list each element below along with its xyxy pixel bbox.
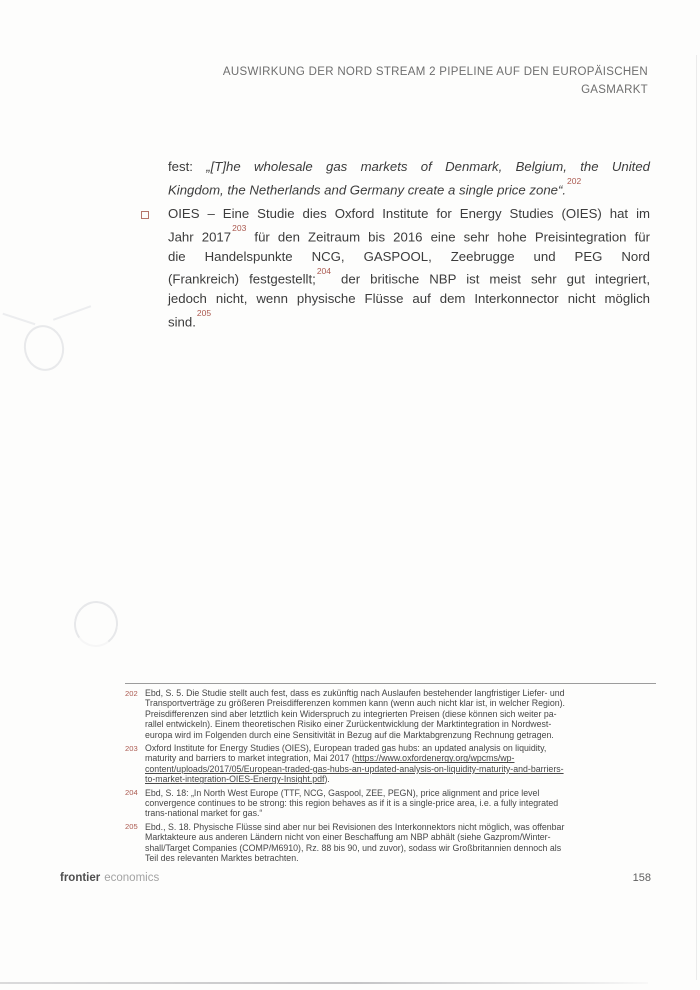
- brand-frontier: frontier: [60, 872, 101, 884]
- scan-artifact-streak: [3, 313, 36, 325]
- footnote-marker: 205: [125, 822, 138, 832]
- footnote-202: [125, 688, 670, 740]
- footer-brand: [60, 872, 159, 884]
- header-title-line1: AUSWIRKUNG DER NORD STREAM 2 PIPELINE AUF DEN EUROPÄISCHEN: [222, 66, 648, 78]
- footnotes-section: [125, 688, 670, 867]
- footnote-205: [125, 822, 670, 864]
- quote-paragraph: fest: „[T]he wholesale gas markets of Denmark, Belgium, the United Kingdom, the Netherlands and Germany create a single price zone“.$^{202}$: [168, 159, 650, 197]
- footnote-separator: [125, 683, 656, 684]
- scan-artifact-streak: [53, 305, 91, 320]
- footnote-ref: 204: [316, 265, 332, 276]
- bullet-item-text: OIES – Eine Studie dies Oxford Institute for Energy Studies (OIES) hat im Jahr 2017$^{203}$ für den Zeitraum bis 2016 eine sehr hohe Preisintegration für die Handelspunkte NCG, GASPOOL, Zeebrugge und PEG Nord (Frankreich) festgestellt;$^{204}$ der britische NBP ist meist sehr gut integriert, jedoch nicht, wenn physische Flüsse auf dem Interkonnector nicht möglich sind.$^{205}$: [168, 206, 650, 330]
- footnote-ref: 202: [567, 176, 582, 187]
- footnote-link: content/uploads/2017/05/European-traded-gas-hubs-an-updated-analysis-on-liquidity-maturity-and-barriers-: [145, 763, 564, 774]
- bullet-item: [140, 204, 650, 332]
- scan-artifact-ring: [20, 321, 69, 374]
- scan-artifact-ring: [71, 598, 121, 650]
- footnote-text: Oxford Institute for Energy Studies (OIES), European traded gas hubs: an updated analysis on liquidity, maturity and barriers to market integration, Mai 2017 (https://www.oxfordenergy.org/wpcms/wp- content/uploads/2017/05/European-traded-gas-hubs-an-updated-analysis-on-liquidity-maturity-and-barriers- to-market-integration-OIES-Energy-Insight.pdf).: [145, 743, 564, 785]
- footnote-link: to-market-integration-OIES-Energy-Insight.pdf: [145, 774, 325, 785]
- footnote-text: Ebd, S. 5. Die Studie stellt auch fest, dass es zukünftig nach Auslaufen bestehender langfristiger Liefer- und Transportverträge zu größeren Preisdifferenzen kommen kann (wenn auch nicht klar ist, in welcher Region). Preisdifferenzen sind aber letztlich kein Widerspruch zu integrierten Preisen (diese können sich weiter pa- rallel entwickeln). Einem theoretischen Risiko einer Zurückentwicklung der Marktintegration in Nordwest- europa wird im Folgenden durch eine Sensitivität in Bezug auf die Marktabgrenzung Rechnung getragen.: [145, 688, 566, 740]
- scan-page-bottom-edge: [0, 982, 648, 984]
- square-bullet-icon: [141, 211, 149, 219]
- footnote-marker: 204: [125, 788, 138, 798]
- header-title-line2: GASMARKT: [581, 84, 648, 96]
- page-number: 158: [632, 872, 651, 884]
- footnote-ref: 203: [232, 223, 247, 234]
- brand-economics: economics: [104, 872, 160, 884]
- footnote-204: [125, 788, 670, 819]
- footnote-marker: 202: [125, 688, 138, 698]
- footnote-ref: 205: [196, 308, 212, 319]
- scan-page-right-edge: [696, 55, 697, 980]
- footnote-text: Ebd., S. 18. Physische Flüsse sind aber nur bei Revisionen des Interkonnektors nicht möglich, was offenbar Marktakteure aus anderen Ländern nicht von einer Beschaffung am NBP abhält (siehe Gazprom/Winter- shall/Target Companies (COMP/M6910), Rz. 88 bis 90, und zuvor), sodass wir Großbritannien dennoch als Teil des relevanten Marktes betrachten.: [145, 821, 565, 864]
- page-header: [223, 63, 648, 99]
- footnote-marker: 203: [125, 743, 138, 753]
- footnote-203: [125, 743, 670, 785]
- footnote-link: https://www.oxfordenergy.org/wpcms/wp-: [354, 753, 515, 764]
- footnote-text: Ebd, S. 18: „In North West Europe (TTF, NCG, Gaspool, ZEE, PEGN), price alignment and price level convergence continues to be strong: this region behaves as if it is a single-price area, i.e. a fully integrated trans-national market for gas.“: [145, 787, 559, 819]
